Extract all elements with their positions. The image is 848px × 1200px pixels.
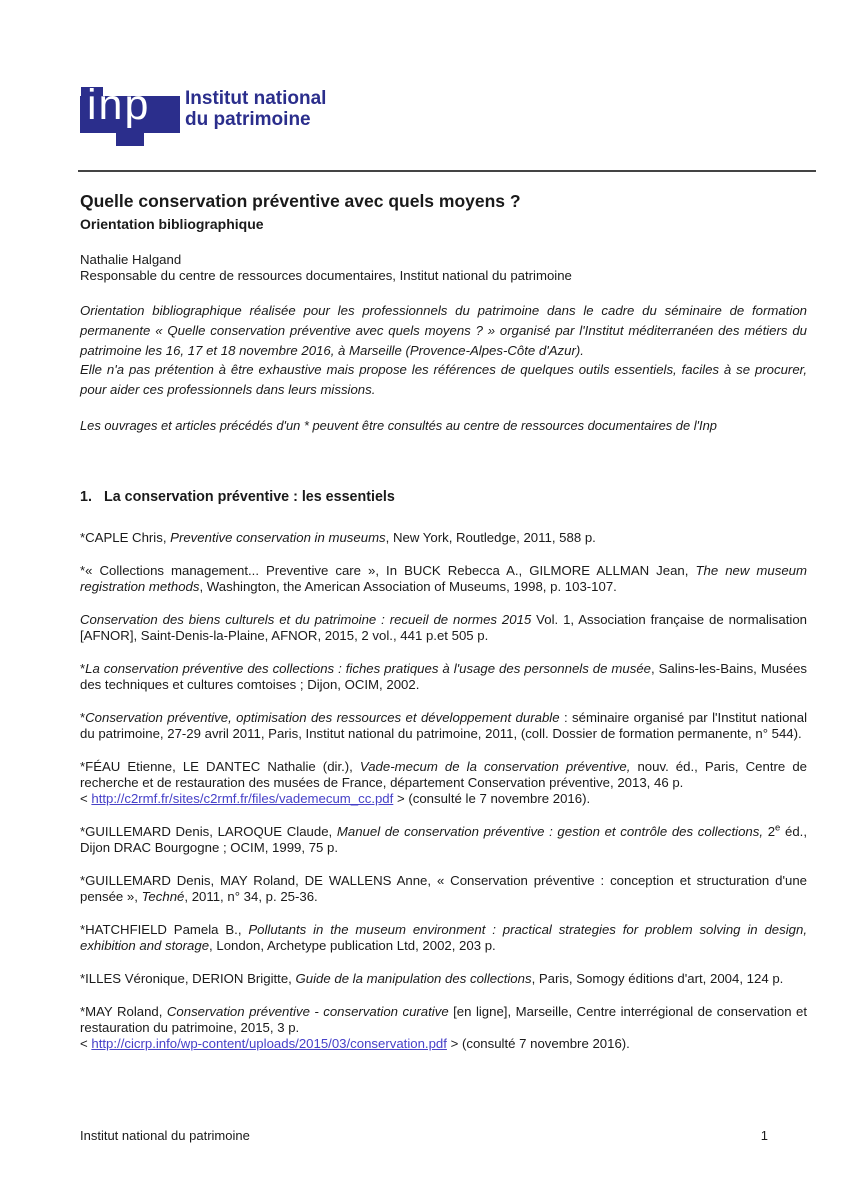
entry-text: , London, Archetype publication Ltd, 2002, 203 p. <box>209 938 496 953</box>
bibliography-entry <box>80 661 807 693</box>
entry-text: , Paris, Somogy éditions d'art, 2004, 124 p. <box>531 971 784 986</box>
asterisk-note: Les ouvrages et articles précédés d'un * peuvent être consultés au centre de ressources documentaires de l'Inp <box>80 418 717 433</box>
entry-text: * <box>80 710 86 725</box>
bibliography-entry <box>80 612 807 644</box>
entry-title-italic: Techné <box>141 889 185 904</box>
entry-text: < <box>80 1036 92 1051</box>
intro-paragraph-1: Orientation bibliographique réalisée pour les professionnels du patrimoine dans le cadre du séminaire de formation permanente « Quelle conservation préventive avec quels moyens ? » organisé par l'Institut méditerranéen des métiers du patrimoine les 16, 17 et 18 novembre 2016, à Marseille (Provence-Alpes-Côte d'Azur). <box>80 303 807 358</box>
org-name-line1: Institut national <box>185 88 327 109</box>
title-block <box>80 191 807 233</box>
entry-text: nouv. éd., Paris, Centre de recherche et de restauration des musées de France, département Conservation préventive, 2013, 46 p. <box>80 759 807 790</box>
section-heading-text: La conservation préventive : les essentiels <box>104 489 395 505</box>
entry-text: , New York, Routledge, 2011, 588 p. <box>385 530 596 545</box>
entry-text: *ILLES Véronique, DERION Brigitte, <box>80 971 296 986</box>
bibliography-entry <box>80 971 807 987</box>
entry-text: : séminaire organisé par l'Institut national du patrimoine, 27-29 avril 2011, Paris, Institut national du patrimoine, 2011, (coll. Dossier de formation permanente, n° 544). <box>80 710 807 741</box>
page-subtitle: Orientation bibliographique <box>80 216 264 232</box>
intro-paragraph-2: Elle n'a pas prétention à être exhaustive mais propose les références de quelques outils essentiels, faciles à se procurer, pour aider ces professionnels dans leurs missions. <box>80 362 807 398</box>
org-name <box>185 88 326 130</box>
entry-title-italic: Conservation préventive - conservation curative <box>166 1004 449 1019</box>
footer-org-name: Institut national du patrimoine <box>80 1128 250 1143</box>
entry-text: *GUILLEMARD Denis, MAY Roland, DE WALLENS Anne, « Conservation préventive : conception et structuration d'une pensée », <box>80 873 807 904</box>
inp-logo <box>80 81 182 147</box>
bibliography-entry <box>80 922 807 954</box>
entry-title-italic: The new museum registration methods <box>80 563 807 594</box>
entry-text: *CAPLE Chris, <box>80 530 171 545</box>
logo-text: inp <box>87 81 151 129</box>
entry-text: *MAY Roland, <box>80 1004 167 1019</box>
entry-text: 2 <box>763 824 776 839</box>
author-role: Responsable du centre de ressources documentaires, Institut national du patrimoine <box>80 267 572 283</box>
entry-text: [en ligne], Marseille, Centre interrégional de conservation et restauration du patrimoine, 2015, 3 p. <box>80 1004 807 1035</box>
entry-text: *HATCHFIELD Pamela B., <box>80 922 249 937</box>
org-name-line2: du patrimoine <box>185 109 311 130</box>
bibliography-entry <box>80 824 807 856</box>
entry-text: , Salins-les-Bains, Musées des techniques et cultures comtoises ; Dijon, OCIM, 2002. <box>80 661 807 692</box>
bibliography-entry <box>80 710 807 742</box>
entry-text: éd., Dijon DRAC Bourgogne ; OCIM, 1999, 75 p. <box>80 824 808 855</box>
footer-page-number: 1 <box>760 1128 768 1143</box>
entry-text: > (consulté le 7 novembre 2016). <box>393 791 591 806</box>
entry-title-italic: Conservation des biens culturels et du patrimoine : recueil de normes 2015 <box>80 612 532 627</box>
entry-text: > (consulté 7 novembre 2016). <box>446 1036 630 1051</box>
entry-title-italic: La conservation préventive des collections : fiches pratiques à l'usage des personnels de musée <box>85 661 651 676</box>
intro-paragraphs <box>80 301 807 400</box>
section-heading <box>80 488 807 506</box>
entry-text: < <box>80 791 92 806</box>
entry-text: , 2011, n° 34, p. 25-36. <box>184 889 318 904</box>
bibliography-entry <box>80 873 807 905</box>
entry-title-italic: Guide de la manipulation des collections <box>295 971 532 986</box>
entry-title-italic: Manuel de conservation préventive : gestion et contrôle des collections, <box>336 824 764 839</box>
bibliography-entry <box>80 530 807 546</box>
page-title: Quelle conservation préventive avec quels moyens ? <box>80 191 521 211</box>
entry-text: *FÉAU Etienne, LE DANTEC Nathalie (dir.), <box>80 759 360 774</box>
logo-shape-tab-bottom <box>116 132 144 146</box>
entry-text: *GUILLEMARD Denis, LAROQUE Claude, <box>80 824 337 839</box>
entry-text: *« Collections management... Preventive care », In BUCK Rebecca A., GILMORE ALLMAN Jean, <box>80 563 696 578</box>
entry-text: * <box>80 661 86 676</box>
entry-text: Vol. 1, Association française de normalisation [AFNOR], Saint-Denis-la-Plaine, AFNOR, 2015, 2 vol., 441 p.et 505 p. <box>80 612 807 643</box>
bibliography-list <box>80 530 807 1069</box>
author-block <box>80 252 807 283</box>
entry-title-italic: Conservation préventive, optimisation des ressources et développement durable <box>85 710 560 725</box>
entry-text: , Washington, the American Association of Museums, 1998, p. 103-107. <box>199 579 617 594</box>
entry-title-italic: Preventive conservation in museums <box>170 530 386 545</box>
author-name: Nathalie Halgand <box>80 252 182 267</box>
entry-title-italic: Vade-mecum de la conservation préventive, <box>359 759 631 774</box>
external-link[interactable]: http://c2rmf.fr/sites/c2rmf.fr/files/vademecum_cc.pdf <box>91 791 394 806</box>
section-number: 1. <box>80 489 92 505</box>
entry-text: e <box>775 822 781 834</box>
bibliography-entry <box>80 759 807 807</box>
header-divider <box>78 170 816 172</box>
bibliography-entry <box>80 563 807 595</box>
external-link[interactable]: http://cicrp.info/wp-content/uploads/2015/03/conservation.pdf <box>91 1036 447 1051</box>
entry-title-italic: Pollutants in the museum environment : practical strategies for problem solving in design, exhibition and storage <box>80 922 807 953</box>
header <box>80 81 807 155</box>
bibliography-entry <box>80 1004 807 1052</box>
